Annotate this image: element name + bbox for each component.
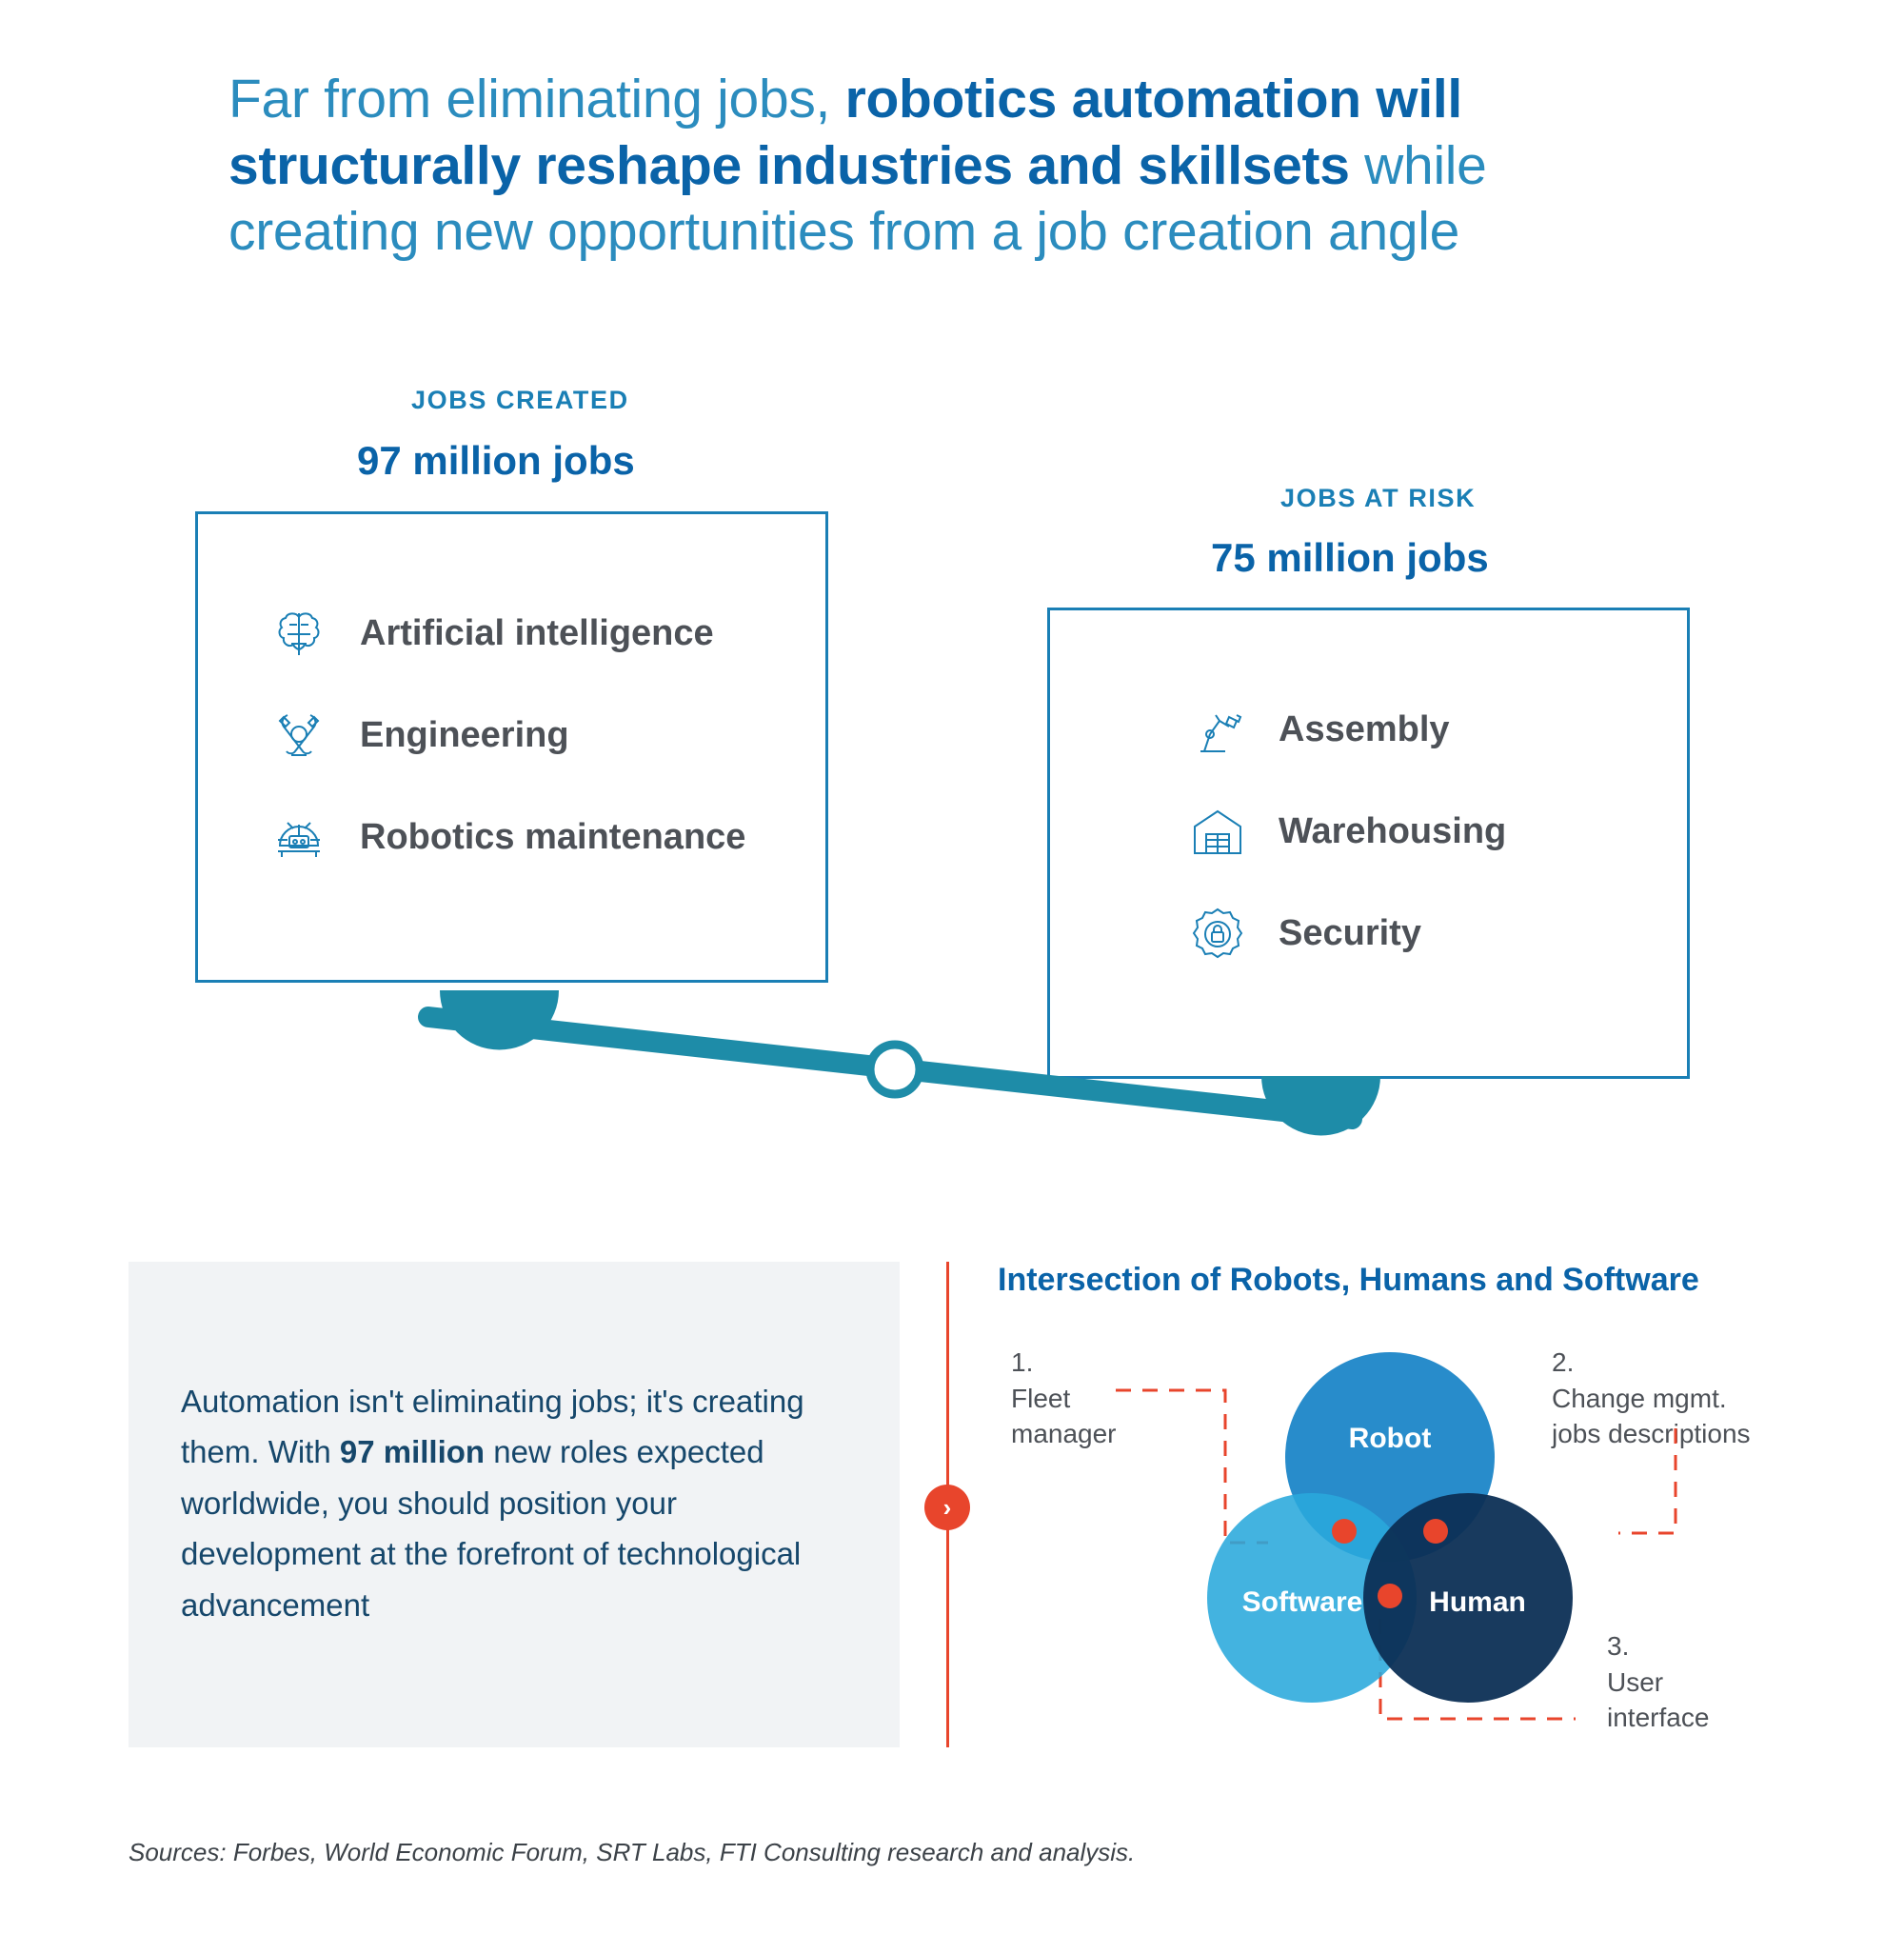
list-item-label: Robotics maintenance bbox=[360, 817, 746, 857]
chevron-right-icon: › bbox=[924, 1485, 970, 1530]
venn-callout-2-num: 2. bbox=[1552, 1347, 1575, 1377]
jobs-created-panel bbox=[195, 511, 828, 983]
list-item bbox=[1183, 781, 1506, 883]
insight-highlight: 97 million bbox=[339, 1434, 486, 1470]
security-gear-lock-icon bbox=[1183, 900, 1252, 968]
venn-callout-1-num: 1. bbox=[1011, 1347, 1034, 1377]
venn-callout-1-line1: Fleet bbox=[1011, 1383, 1071, 1413]
venn-label-software: Software bbox=[1241, 1586, 1363, 1618]
sources-note: Sources: Forbes, World Economic Forum, SRT Labs, FTI Consulting research and analysis. bbox=[129, 1838, 1136, 1866]
jobs-created-kicker: JOBS CREATED bbox=[411, 386, 629, 414]
venn-callout-3-line1: User bbox=[1607, 1666, 1664, 1697]
list-item-label: Assembly bbox=[1279, 709, 1450, 749]
venn-node-1 bbox=[1332, 1519, 1357, 1544]
list-item-label: Artificial intelligence bbox=[360, 613, 714, 653]
robotics-maintenance-icon bbox=[265, 804, 333, 872]
venn-title: Intersection of Robots, Humans and Software bbox=[998, 1262, 1699, 1298]
venn-callout-1-line2: manager bbox=[1011, 1419, 1117, 1449]
jobs-at-risk-list bbox=[1183, 679, 1506, 985]
list-item-label: Engineering bbox=[360, 715, 569, 755]
list-item bbox=[1183, 679, 1506, 781]
venn-node-3 bbox=[1378, 1584, 1402, 1608]
jobs-at-risk-kicker: JOBS AT RISK bbox=[1280, 484, 1477, 512]
headline-part2: while creating new opportunities from a job creation angle bbox=[228, 134, 1487, 263]
headline-bold: robotics automation will structurally reshape industries and skillsets bbox=[228, 69, 1462, 196]
venn-node-2 bbox=[1423, 1519, 1448, 1544]
list-item-label: Security bbox=[1279, 913, 1421, 953]
scale-fulcrum bbox=[870, 1045, 920, 1094]
list-item bbox=[265, 787, 745, 888]
insight-text-after: new roles expected worldwide, you should position your development at the forefront of technological advancement bbox=[181, 1434, 802, 1623]
jobs-created-value: 97 million jobs bbox=[357, 438, 635, 483]
robot-arm-icon bbox=[1183, 696, 1252, 765]
venn-callout-3 bbox=[1607, 1628, 1826, 1736]
jobs-created-list bbox=[265, 583, 745, 888]
list-item-label: Warehousing bbox=[1279, 811, 1507, 851]
page-title bbox=[228, 67, 1637, 266]
venn-label-human: Human bbox=[1429, 1586, 1526, 1618]
insight-text bbox=[181, 1376, 847, 1630]
headline-part1: Far from eliminating jobs, bbox=[228, 69, 845, 130]
list-item bbox=[265, 583, 745, 685]
venn-callout-2-line2: jobs descriptions bbox=[1552, 1419, 1751, 1449]
insight-text-before: Automation isn't eliminating jobs; it's creating them. With bbox=[181, 1384, 804, 1470]
venn-callout-3-line2: interface bbox=[1607, 1703, 1710, 1733]
jobs-at-risk-value: 75 million jobs bbox=[1211, 535, 1489, 580]
engineering-tools-icon bbox=[265, 702, 333, 770]
venn-callout-3-num: 3. bbox=[1607, 1631, 1630, 1661]
venn-label-robot: Robot bbox=[1348, 1423, 1432, 1454]
brain-icon bbox=[265, 600, 333, 668]
warehouse-icon bbox=[1183, 798, 1252, 867]
venn-callout-2-line1: Change mgmt. bbox=[1552, 1383, 1727, 1413]
list-item bbox=[265, 685, 745, 787]
list-item bbox=[1183, 883, 1506, 985]
balance-scale-graphic bbox=[400, 990, 1504, 1195]
venn-diagram bbox=[1171, 1333, 1609, 1771]
